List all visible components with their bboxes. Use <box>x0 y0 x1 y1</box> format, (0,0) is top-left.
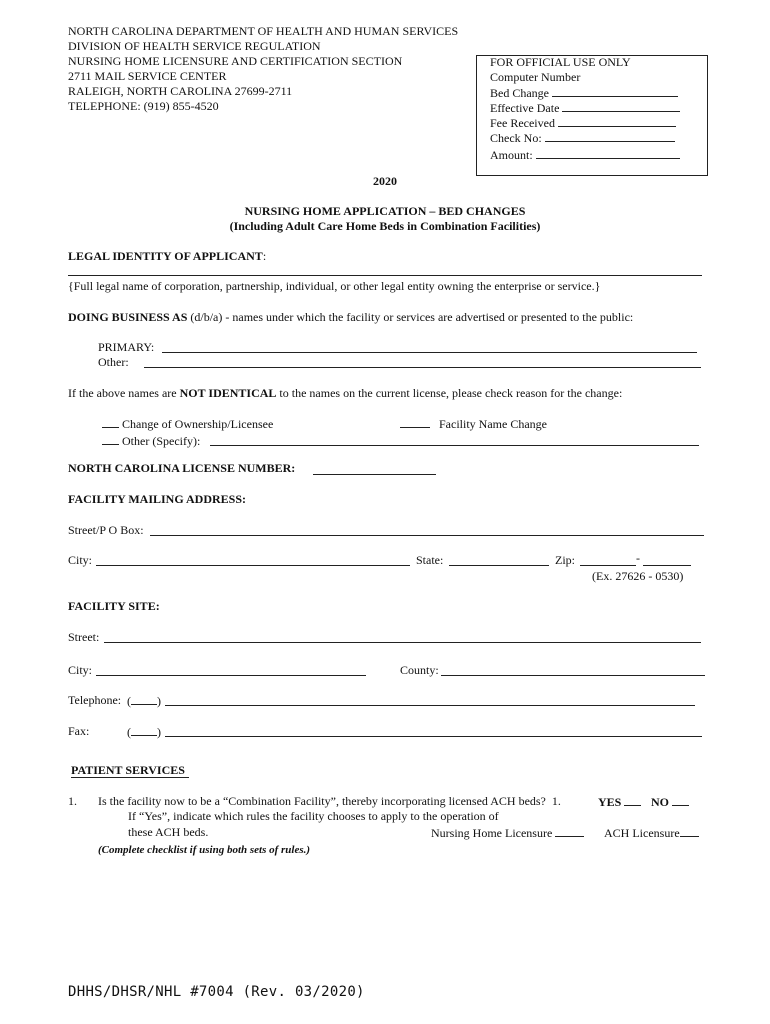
legal-identity-label: LEGAL IDENTITY OF APPLICANT: <box>68 249 267 263</box>
site-city-input[interactable] <box>96 675 366 676</box>
legal-identity-hint: {Full legal name of corporation, partnership, individual, or other legal entity owning the enterprise or service.} <box>68 279 601 293</box>
mailing-zip-label: Zip: <box>555 553 575 567</box>
form-number-footer: DHHS/DHSR/NHL #7004 (Rev. 03/2020) <box>68 984 365 1000</box>
site-fax-input[interactable] <box>165 736 702 737</box>
form-title: NURSING HOME APPLICATION – BED CHANGES <box>244 204 526 218</box>
header-line: 2711 MAIL SERVICE CENTER <box>68 69 227 83</box>
patient-services-heading: PATIENT SERVICES <box>71 763 189 778</box>
yes-option[interactable]: YES <box>598 794 641 810</box>
ownership-checkbox[interactable] <box>102 416 119 428</box>
primary-label: PRIMARY: <box>98 340 155 354</box>
amount-field[interactable]: Amount: <box>490 147 680 163</box>
telephone-area-code[interactable]: ( ) <box>127 694 161 708</box>
fee-received-blank[interactable] <box>558 115 676 127</box>
question-1-line-2: If “Yes”, indicate which rules the facility chooses to apply to the operation of <box>128 809 499 823</box>
official-use-title: FOR OFFICIAL USE ONLY <box>490 55 631 69</box>
form-year: 2020 <box>373 174 397 188</box>
mailing-street-input[interactable] <box>150 535 704 536</box>
no-option[interactable]: NO <box>651 794 689 810</box>
mailing-zip4-input[interactable] <box>643 565 691 566</box>
header-line: RALEIGH, NORTH CAROLINA 27699-2711 <box>68 84 293 98</box>
fax-area-code[interactable]: ( ) <box>127 725 161 739</box>
no-checkbox[interactable] <box>672 794 689 806</box>
site-county-input[interactable] <box>441 675 705 676</box>
change-of-ownership-option[interactable]: Change of Ownership/Licensee <box>102 416 273 432</box>
nursing-home-licensure-checkbox[interactable] <box>555 825 584 837</box>
question-1-line-3: these ACH beds. <box>128 825 209 839</box>
site-telephone-input[interactable] <box>165 705 695 706</box>
site-fax-label: Fax: <box>68 724 90 738</box>
effective-date-blank[interactable] <box>562 100 680 112</box>
other-reason-input[interactable] <box>210 445 699 446</box>
check-no-field[interactable]: Check No: <box>490 130 675 146</box>
legal-name-input[interactable] <box>68 275 702 276</box>
mailing-street-label: Street/P O Box: <box>68 523 144 537</box>
agency-header <box>68 24 458 114</box>
dba-description: (d/b/a) - names under which the facility or services are advertised or presented to the public: <box>187 310 634 324</box>
license-number-input[interactable] <box>313 474 436 475</box>
site-telephone-label: Telephone: <box>68 693 122 707</box>
check-no-blank[interactable] <box>545 130 675 142</box>
ach-licensure-option[interactable]: ACH Licensure <box>604 825 699 841</box>
yes-checkbox[interactable] <box>624 794 641 806</box>
computer-number-label: Computer Number <box>490 70 581 84</box>
zip-dash: - <box>636 551 640 565</box>
license-number-label: NORTH CAROLINA LICENSE NUMBER: <box>68 461 296 475</box>
facility-site-label: FACILITY SITE: <box>68 599 160 613</box>
site-street-label: Street: <box>68 630 100 644</box>
other-label: Other: <box>98 355 129 369</box>
form-subtitle: (Including Adult Care Home Beds in Combination Facilities) <box>229 219 541 233</box>
question-1-text: Is the facility now to be a “Combination Facility”, thereby incorporating licensed ACH beds? 1. <box>98 794 561 808</box>
other-reason-option[interactable]: Other (Specify): <box>102 433 200 449</box>
ach-licensure-checkbox[interactable] <box>680 825 699 837</box>
site-county-label: County: <box>400 663 439 677</box>
dba-section <box>68 310 633 325</box>
primary-name-input[interactable] <box>162 352 697 353</box>
mailing-address-label: FACILITY MAILING ADDRESS: <box>68 492 247 506</box>
question-number: 1. <box>68 794 77 808</box>
mailing-state-label: State: <box>416 553 444 567</box>
fee-received-field[interactable]: Fee Received <box>490 115 676 131</box>
official-use-box <box>476 55 708 176</box>
effective-date-field[interactable]: Effective Date <box>490 100 680 116</box>
header-line: TELEPHONE: (919) 855-4520 <box>68 99 219 113</box>
mailing-city-label: City: <box>68 553 93 567</box>
facility-name-change-checkbox[interactable] <box>400 416 430 428</box>
not-identical-instruction: If the above names are NOT IDENTICAL to the names on the current license, please check reason for the change: <box>68 386 623 400</box>
amount-blank[interactable] <box>536 147 680 159</box>
mailing-state-input[interactable] <box>449 565 549 566</box>
nursing-home-licensure-option[interactable]: Nursing Home Licensure <box>431 825 584 841</box>
checklist-note: (Complete checklist if using both sets of rules.) <box>98 844 311 856</box>
header-line: NORTH CAROLINA DEPARTMENT OF HEALTH AND HUMAN SERVICES <box>68 24 459 38</box>
site-city-label: City: <box>68 663 93 677</box>
other-reason-checkbox[interactable] <box>102 433 119 445</box>
site-street-input[interactable] <box>104 642 701 643</box>
zip-example: (Ex. 27626 - 0530) <box>592 569 684 583</box>
bed-change-field[interactable]: Bed Change <box>490 85 678 101</box>
header-line: NURSING HOME LICENSURE AND CERTIFICATION SECTION <box>68 54 403 68</box>
other-name-input[interactable] <box>144 367 701 368</box>
mailing-city-input[interactable] <box>96 565 410 566</box>
mailing-zip-input[interactable] <box>580 565 636 566</box>
facility-name-change-option[interactable]: Facility Name Change <box>400 416 547 432</box>
bed-change-blank[interactable] <box>552 85 678 97</box>
header-line: DIVISION OF HEALTH SERVICE REGULATION <box>68 39 321 53</box>
dba-label: DOING BUSINESS AS <box>68 310 188 324</box>
